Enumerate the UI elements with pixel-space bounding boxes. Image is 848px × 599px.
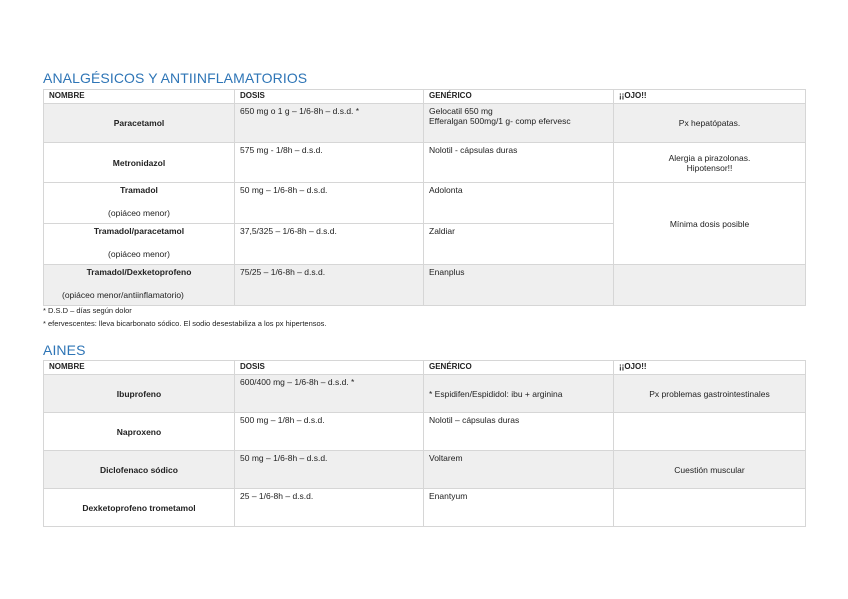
footnote-efervescentes: * efervescentes: lleva bicarbonato sódico. El sodio desestabiliza a los px hipertensos. [43, 319, 327, 328]
drug-generic: Enantyum [424, 489, 614, 527]
drug-generic: Nolotil – cápsulas duras [424, 413, 614, 451]
drug-name: Naproxeno [44, 413, 235, 451]
drug-note: Mínima dosis posible [614, 183, 806, 265]
drug-generic [424, 104, 614, 143]
drug-name: Diclofenaco sódico [44, 451, 235, 489]
drug-generic: * Espidifen/Espididol: ibu + arginina [424, 375, 614, 413]
drug-dose: 25 – 1/6-8h – d.s.d. [235, 489, 424, 527]
section-title-aines: AINES [43, 342, 86, 358]
note-line: Alergia a pirazolonas. [668, 152, 751, 163]
drug-generic: Adolonta [424, 183, 614, 224]
drug-name: Ibuprofeno [44, 375, 235, 413]
drug-name-label: Tramadol [120, 185, 158, 195]
drug-name: Paracetamol [44, 104, 235, 143]
drug-dose: 650 mg o 1 g – 1/6-8h – d.s.d. * [235, 104, 424, 143]
header-nombre: NOMBRE [44, 90, 235, 104]
table-header-row [44, 361, 806, 375]
drug-name-label: Tramadol/Dexketoprofeno [86, 267, 192, 277]
drug-dose: 75/25 – 1/6-8h – d.s.d. [235, 265, 424, 306]
drug-name: Metronidazol [44, 143, 235, 183]
drug-dose: 600/400 mg – 1/6-8h – d.s.d. * [235, 375, 424, 413]
drug-dose: 37,5/325 – 1/6-8h – d.s.d. [235, 224, 424, 265]
table-row [44, 375, 806, 413]
drug-name: Dexketoprofeno trometamol [44, 489, 235, 527]
drug-note [614, 413, 806, 451]
header-ojo: ¡¡OJO!! [614, 361, 806, 375]
table-row [44, 183, 806, 224]
drug-dose: 575 mg - 1/8h – d.s.d. [235, 143, 424, 183]
drug-name-label: Tramadol/paracetamol [93, 226, 185, 236]
header-generico: GENÉRICO [424, 361, 614, 375]
note-line: Hipotensor!! [686, 162, 733, 173]
table-row [44, 265, 806, 306]
drug-name-sub: (opiáceo menor) [108, 249, 170, 259]
drug-note [614, 489, 806, 527]
drug-note [614, 143, 806, 183]
generic-line: Gelocatil 650 mg [429, 106, 493, 116]
generic-line: Efferalgan 500mg/1 g- comp efervesc [429, 116, 571, 126]
table-row [44, 489, 806, 527]
drug-dose: 50 mg – 1/6-8h – d.s.d. [235, 183, 424, 224]
header-dosis: DOSIS [235, 90, 424, 104]
table-row [44, 413, 806, 451]
footnote-dsd: * D.S.D – días según dolor [43, 306, 132, 315]
drug-dose: 500 mg – 1/8h – d.s.d. [235, 413, 424, 451]
drug-name-sub: (opiáceo menor/antiinflamatorio) [62, 290, 184, 300]
table-row [44, 143, 806, 183]
table-header-row [44, 90, 806, 104]
drug-note: Cuestión muscular [614, 451, 806, 489]
drug-note: Px hepatópatas. [614, 104, 806, 143]
analgesicos-table [43, 89, 806, 306]
drug-name-sub: (opiáceo menor) [108, 208, 170, 218]
table-row [44, 104, 806, 143]
drug-generic: Enanplus [424, 265, 614, 306]
table-row [44, 451, 806, 489]
header-generico: GENÉRICO [424, 90, 614, 104]
drug-name [44, 224, 235, 265]
drug-generic: Zaldiar [424, 224, 614, 265]
drug-note: Px problemas gastrointestinales [614, 375, 806, 413]
header-dosis: DOSIS [235, 361, 424, 375]
drug-generic: Voltarem [424, 451, 614, 489]
section-title-analgesicos: ANALGÉSICOS Y ANTIINFLAMATORIOS [43, 70, 308, 86]
drug-name [44, 265, 235, 306]
header-nombre: NOMBRE [44, 361, 235, 375]
drug-dose: 50 mg – 1/6-8h – d.s.d. [235, 451, 424, 489]
drug-generic: Nolotil - cápsulas duras [424, 143, 614, 183]
drug-name [44, 183, 235, 224]
header-ojo: ¡¡OJO!! [614, 90, 806, 104]
aines-table [43, 360, 806, 527]
drug-note [614, 265, 806, 306]
